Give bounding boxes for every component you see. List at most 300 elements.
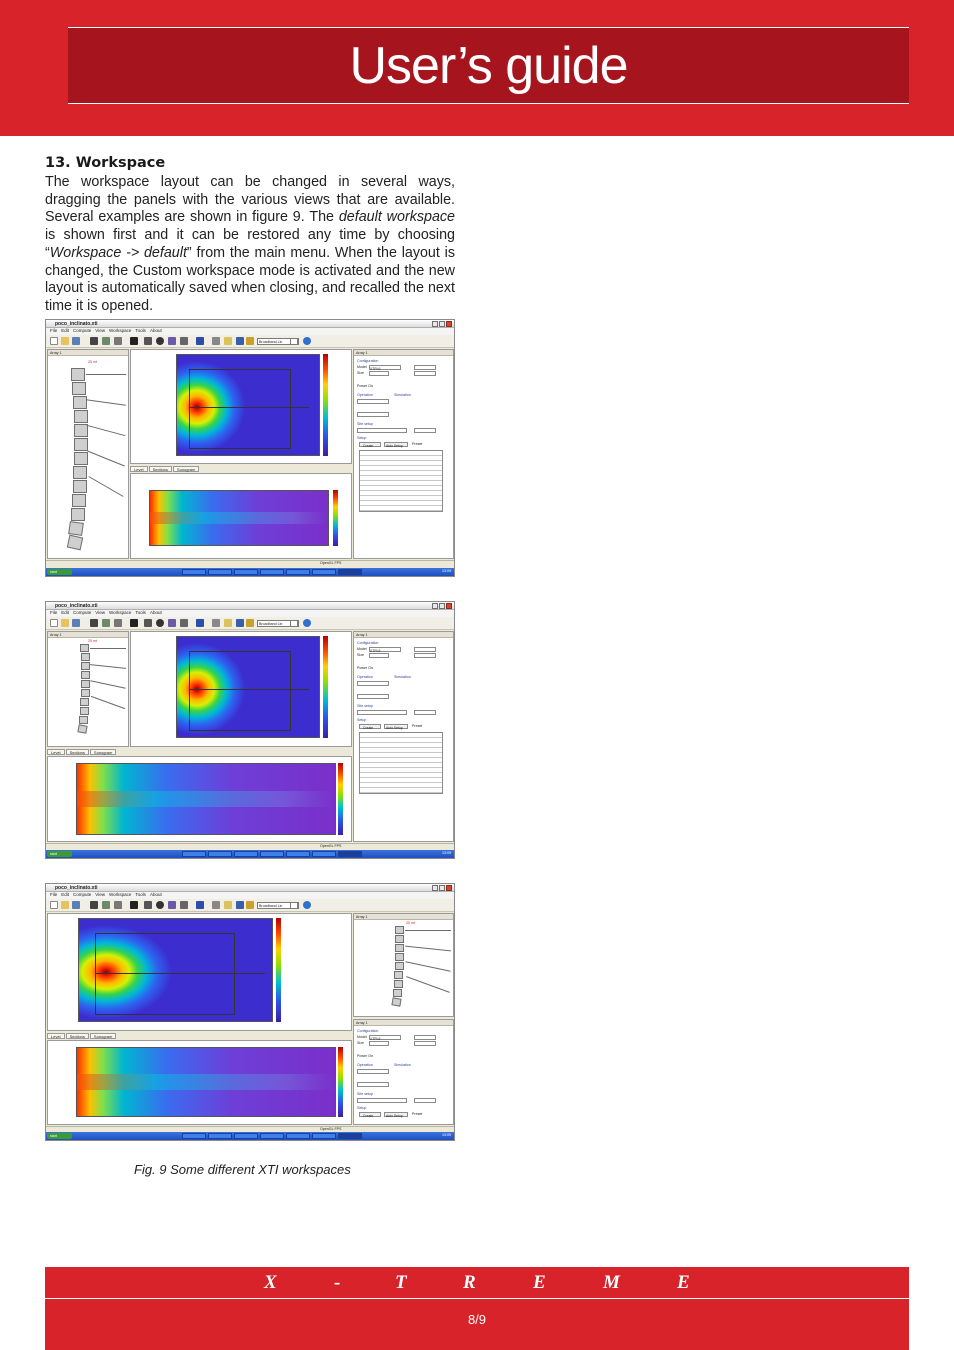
array-cabinet bbox=[395, 962, 404, 970]
document-icon bbox=[224, 619, 232, 627]
array-view-panel bbox=[47, 349, 129, 559]
array-cabinet bbox=[71, 508, 85, 521]
menu-edit: Edit bbox=[61, 892, 70, 897]
horn-icon bbox=[180, 901, 188, 909]
properties-panel bbox=[353, 631, 454, 842]
sections-view-panel bbox=[47, 1040, 352, 1125]
taskbar-item bbox=[208, 851, 232, 857]
new-file-icon bbox=[50, 337, 58, 345]
preset-label: Preset bbox=[412, 724, 423, 728]
menu-bar bbox=[46, 892, 454, 899]
minimize-icon bbox=[432, 885, 438, 891]
array-cabinet bbox=[394, 971, 403, 979]
menu-tools: Tools bbox=[135, 892, 146, 897]
cabinet-icon bbox=[144, 619, 152, 627]
taskbar-item bbox=[182, 851, 206, 857]
model-label: Model bbox=[357, 365, 367, 369]
model-field bbox=[369, 365, 401, 370]
tool-icon bbox=[90, 619, 98, 627]
window-titlebar bbox=[46, 602, 454, 610]
array-panel-tab: Array 1 bbox=[356, 351, 368, 355]
menu-workspace: Workspace bbox=[108, 892, 132, 897]
figure-caption: Fig. 9 Some different XTI workspaces bbox=[134, 1162, 351, 1177]
level-view-panel bbox=[130, 349, 352, 464]
height-field bbox=[414, 653, 436, 658]
coverage-ray bbox=[87, 451, 124, 467]
palette-icon bbox=[246, 619, 254, 627]
help-icon bbox=[303, 901, 311, 909]
status-fps: OpenGL FPS bbox=[320, 1127, 342, 1131]
section-colorbar bbox=[338, 1047, 343, 1117]
level-colorbar bbox=[323, 636, 328, 738]
configuration-label: Configuration bbox=[357, 641, 379, 645]
brand-letter: X bbox=[264, 1272, 277, 1293]
model-value: XTPL6 bbox=[370, 367, 381, 371]
taskbar-item bbox=[208, 1133, 232, 1139]
power-on-label: Power On bbox=[357, 666, 373, 670]
tab-sections: Sections bbox=[149, 466, 172, 472]
open-folder-icon bbox=[61, 619, 69, 627]
array-cabinet bbox=[81, 671, 90, 679]
array-view-tab: Array 1 bbox=[50, 351, 62, 355]
level-map bbox=[78, 918, 273, 1022]
cabinet-icon bbox=[144, 901, 152, 909]
taskbar-item bbox=[208, 569, 232, 575]
toolbar bbox=[46, 335, 454, 348]
start-label: start bbox=[50, 570, 57, 574]
level-colorbar bbox=[323, 354, 328, 456]
element-table bbox=[359, 732, 443, 794]
array-cabinet bbox=[81, 680, 90, 688]
configuration-label: Configuration bbox=[357, 1029, 379, 1033]
site-setup-label: Site setup bbox=[357, 704, 373, 708]
pencil-icon bbox=[196, 619, 204, 627]
brand-letter: M bbox=[603, 1272, 620, 1293]
menu-view: View bbox=[95, 610, 105, 615]
auto-setup-label: Auto Setup bbox=[386, 1114, 403, 1118]
array-view-tab: Array 1 bbox=[356, 915, 368, 919]
close-icon bbox=[446, 603, 452, 609]
palette-icon bbox=[246, 337, 254, 345]
section-colorbar bbox=[333, 490, 338, 546]
array-cabinet bbox=[67, 535, 83, 551]
frequency-combo-value: Broadband Lin bbox=[259, 904, 283, 908]
body-text-1: The workspace layout can be changed in several ways, dragging the panels with the various views that are available. Several examples are shown in figure 9. The bbox=[45, 174, 455, 226]
section-heading: 13. Workspace bbox=[45, 155, 166, 171]
wrench-icon bbox=[212, 619, 220, 627]
grid-icon bbox=[236, 619, 244, 627]
start-button bbox=[47, 569, 72, 575]
coverage-ray bbox=[91, 696, 125, 709]
menu-edit: Edit bbox=[61, 610, 70, 615]
status-fps: OpenGL FPS bbox=[320, 561, 342, 565]
menu-bar bbox=[46, 328, 454, 335]
auto-setup-label: Auto Setup bbox=[386, 726, 403, 730]
taskbar-item-active bbox=[338, 569, 362, 575]
grid-icon bbox=[236, 337, 244, 345]
array-view-header bbox=[354, 914, 453, 920]
menu-edit: Edit bbox=[61, 328, 70, 333]
section-map bbox=[149, 490, 329, 546]
menu-file: File bbox=[50, 610, 58, 615]
distance-label: 25 mt bbox=[406, 921, 415, 925]
speaker-icon bbox=[102, 619, 110, 627]
array-cabinet bbox=[81, 689, 90, 697]
array-cabinet bbox=[72, 382, 86, 395]
tool-icon bbox=[90, 901, 98, 909]
tab-level: Level bbox=[47, 749, 65, 755]
taskbar-item bbox=[260, 569, 284, 575]
create-button-label: Create bbox=[363, 444, 374, 448]
simulation-label: Simulation bbox=[394, 1063, 411, 1067]
site-height-field bbox=[357, 1098, 407, 1103]
coverage-ray bbox=[86, 374, 126, 375]
create-button-label: Create bbox=[363, 1114, 374, 1118]
height-field bbox=[414, 1041, 436, 1046]
listener-icon bbox=[130, 337, 138, 345]
window-title: poco_inclinato.xti bbox=[55, 885, 98, 891]
model-field bbox=[369, 647, 401, 652]
horn-icon bbox=[180, 619, 188, 627]
processor-field bbox=[357, 412, 389, 417]
menu-compute: Compute bbox=[73, 328, 92, 333]
operation-label: Operation bbox=[357, 675, 373, 679]
close-icon bbox=[446, 885, 452, 891]
status-fps: OpenGL FPS bbox=[320, 844, 342, 848]
taskbar-clock: 13:09 bbox=[442, 569, 451, 573]
section-body bbox=[45, 174, 455, 316]
speaker-array bbox=[68, 368, 128, 558]
array-cabinet bbox=[79, 716, 88, 724]
configuration-label: Configuration bbox=[357, 359, 379, 363]
menu-file: File bbox=[50, 328, 58, 333]
grid-icon bbox=[236, 901, 244, 909]
array-view-panel bbox=[47, 631, 129, 747]
zoom-icon bbox=[114, 901, 122, 909]
size-label: Size bbox=[357, 1041, 364, 1045]
tab-sections: Sections bbox=[66, 749, 89, 755]
coverage-ray bbox=[405, 930, 451, 931]
tab-level: Level bbox=[130, 466, 148, 472]
coverage-ray bbox=[88, 476, 123, 497]
site-setup-label: Site setup bbox=[357, 422, 373, 426]
coverage-ray bbox=[86, 399, 126, 406]
operation-field bbox=[357, 399, 389, 404]
size-field bbox=[369, 653, 389, 658]
create-button bbox=[359, 442, 381, 447]
array-cabinet bbox=[73, 480, 87, 493]
properties-header bbox=[354, 1020, 453, 1026]
setup-label: Setup bbox=[357, 718, 367, 722]
footer-divider bbox=[45, 1298, 909, 1299]
brand-letter: T bbox=[395, 1272, 407, 1293]
maximize-icon bbox=[439, 603, 445, 609]
array-view-header bbox=[48, 350, 128, 356]
header-box bbox=[68, 27, 909, 104]
woofer-icon bbox=[156, 619, 164, 627]
angle-field bbox=[414, 1035, 436, 1040]
menu-compute: Compute bbox=[73, 892, 92, 897]
taskbar-item bbox=[234, 1133, 258, 1139]
new-file-icon bbox=[50, 619, 58, 627]
angle-field bbox=[414, 365, 436, 370]
menu-about: About bbox=[149, 892, 162, 897]
frequency-combo-value: Broadband Lin bbox=[259, 622, 283, 626]
site-height-field bbox=[357, 710, 407, 715]
header-band bbox=[0, 0, 954, 136]
menu-about: About bbox=[149, 610, 162, 615]
start-label: start bbox=[50, 1134, 57, 1138]
coverage-ray bbox=[405, 946, 451, 952]
site-angle-field bbox=[414, 1098, 436, 1103]
size-field bbox=[369, 371, 389, 376]
array-cabinet bbox=[395, 944, 404, 952]
brand-letter: R bbox=[463, 1272, 476, 1293]
properties-panel bbox=[353, 1019, 454, 1125]
power-on-label: Power On bbox=[357, 384, 373, 388]
menu-file: File bbox=[50, 892, 58, 897]
window-titlebar bbox=[46, 320, 454, 328]
operation-label: Operation bbox=[357, 1063, 373, 1067]
taskbar bbox=[46, 1132, 454, 1140]
operation-field bbox=[357, 681, 389, 686]
screenshot-default-workspace bbox=[45, 319, 455, 577]
shield-icon bbox=[168, 901, 176, 909]
taskbar-item bbox=[182, 1133, 206, 1139]
coverage-ray bbox=[90, 648, 126, 649]
power-on-label: Power On bbox=[357, 1054, 373, 1058]
taskbar-item bbox=[312, 569, 336, 575]
shield-icon bbox=[168, 619, 176, 627]
close-icon bbox=[446, 321, 452, 327]
palette-icon bbox=[246, 901, 254, 909]
taskbar-clock: 13:09 bbox=[442, 851, 451, 855]
properties-panel bbox=[353, 349, 454, 559]
array-cabinet bbox=[74, 410, 88, 423]
section-map bbox=[76, 763, 336, 835]
wrench-icon bbox=[212, 901, 220, 909]
site-angle-field bbox=[414, 710, 436, 715]
menu-view: View bbox=[95, 328, 105, 333]
open-folder-icon bbox=[61, 337, 69, 345]
level-colorbar bbox=[276, 918, 281, 1022]
properties-header bbox=[354, 350, 453, 356]
room-outline bbox=[95, 933, 235, 1015]
page-title: User’s guide bbox=[349, 37, 628, 95]
taskbar bbox=[46, 850, 454, 858]
maximize-icon bbox=[439, 321, 445, 327]
distance-label: 25 mt bbox=[88, 360, 97, 364]
processor-field bbox=[357, 694, 389, 699]
taskbar-item bbox=[260, 851, 284, 857]
brand-letter: - bbox=[334, 1272, 341, 1293]
status-bar bbox=[46, 843, 454, 849]
page-number: 8/9 bbox=[467, 1312, 487, 1327]
speaker-icon bbox=[102, 337, 110, 345]
taskbar-item bbox=[234, 851, 258, 857]
footer-band bbox=[45, 1267, 909, 1350]
save-icon bbox=[72, 619, 80, 627]
axis-line bbox=[95, 973, 265, 974]
wrench-icon bbox=[212, 337, 220, 345]
taskbar-item bbox=[312, 1133, 336, 1139]
new-file-icon bbox=[50, 901, 58, 909]
coverage-ray bbox=[90, 680, 125, 688]
start-button bbox=[47, 851, 72, 857]
create-button bbox=[359, 724, 381, 729]
preset-label: Preset bbox=[412, 442, 423, 446]
axis-line bbox=[189, 407, 309, 408]
open-folder-icon bbox=[61, 901, 69, 909]
woofer-icon bbox=[156, 901, 164, 909]
auto-setup-button bbox=[384, 724, 408, 729]
menu-tools: Tools bbox=[135, 328, 146, 333]
menu-tools: Tools bbox=[135, 610, 146, 615]
listener-icon bbox=[130, 901, 138, 909]
model-label: Model bbox=[357, 647, 367, 651]
array-view-panel bbox=[353, 913, 454, 1017]
operation-label: Operation bbox=[357, 393, 373, 397]
properties-header bbox=[354, 632, 453, 638]
help-icon bbox=[303, 337, 311, 345]
tab-sonogram: Sonogram bbox=[90, 749, 116, 755]
taskbar-item bbox=[286, 1133, 310, 1139]
taskbar-item bbox=[234, 569, 258, 575]
array-cabinet bbox=[72, 494, 86, 507]
array-cabinet bbox=[395, 926, 404, 934]
level-map bbox=[176, 636, 320, 738]
site-setup-label: Site setup bbox=[357, 1092, 373, 1096]
speaker-icon bbox=[102, 901, 110, 909]
coverage-ray bbox=[406, 976, 450, 993]
processor-field bbox=[357, 1082, 389, 1087]
brand-letter: E bbox=[677, 1272, 690, 1293]
shield-icon bbox=[168, 337, 176, 345]
array-cabinet bbox=[395, 935, 404, 943]
model-value: XTPL6 bbox=[370, 649, 381, 653]
minimize-icon bbox=[432, 321, 438, 327]
help-icon bbox=[303, 619, 311, 627]
array-cabinet bbox=[73, 466, 87, 479]
taskbar-item-active bbox=[338, 851, 362, 857]
body-emphasis-1: default workspace bbox=[338, 209, 455, 226]
menu-compute: Compute bbox=[73, 610, 92, 615]
array-view-tab: Array 1 bbox=[50, 633, 62, 637]
taskbar-item bbox=[312, 851, 336, 857]
site-height-field bbox=[357, 428, 407, 433]
array-cabinet bbox=[74, 424, 88, 437]
window-title: poco_inclinato.xti bbox=[55, 321, 98, 327]
screenshot-wide-sections-workspace bbox=[45, 601, 455, 859]
body-text-2: is shown first and it can be restored any time by choosing “ bbox=[45, 227, 455, 261]
speaker-array bbox=[392, 926, 454, 1016]
maximize-icon bbox=[439, 885, 445, 891]
toolbar bbox=[46, 617, 454, 630]
menu-view: View bbox=[95, 892, 105, 897]
tab-sonogram: Sonogram bbox=[173, 466, 199, 472]
taskbar bbox=[46, 568, 454, 576]
array-cabinet bbox=[74, 452, 88, 465]
array-panel-tab: Array 1 bbox=[356, 1021, 368, 1025]
sections-view-panel bbox=[130, 473, 352, 559]
save-icon bbox=[72, 901, 80, 909]
array-cabinet bbox=[77, 724, 87, 733]
array-cabinet bbox=[80, 707, 89, 715]
speaker-array bbox=[78, 644, 128, 744]
taskbar-clock: 13:09 bbox=[442, 1133, 451, 1137]
array-cabinet bbox=[391, 997, 401, 1006]
pencil-icon bbox=[196, 901, 204, 909]
combo-arrow-icon bbox=[290, 620, 298, 627]
tab-sections: Sections bbox=[66, 1033, 89, 1039]
model-label: Model bbox=[357, 1035, 367, 1039]
status-bar bbox=[46, 560, 454, 566]
coverage-ray bbox=[405, 961, 450, 972]
tab-sonogram: Sonogram bbox=[90, 1033, 116, 1039]
create-button-label: Create bbox=[363, 726, 374, 730]
array-cabinet bbox=[80, 698, 89, 706]
view-tabstrip bbox=[130, 466, 352, 472]
cabinet-icon bbox=[144, 337, 152, 345]
screenshot-right-array-workspace bbox=[45, 883, 455, 1141]
size-field bbox=[369, 1041, 389, 1046]
view-tabstrip bbox=[47, 1033, 352, 1039]
document-icon bbox=[224, 901, 232, 909]
toolbar bbox=[46, 899, 454, 912]
frequency-combo-value: Broadband Lin bbox=[259, 340, 283, 344]
pencil-icon bbox=[196, 337, 204, 345]
zoom-icon bbox=[114, 619, 122, 627]
array-cabinet bbox=[394, 980, 403, 988]
coverage-ray bbox=[90, 664, 126, 669]
distance-label: 25 mt bbox=[88, 639, 97, 643]
array-cabinet bbox=[81, 653, 90, 661]
minimize-icon bbox=[432, 603, 438, 609]
tool-icon bbox=[90, 337, 98, 345]
section-map bbox=[76, 1047, 336, 1117]
menu-bar bbox=[46, 610, 454, 617]
preset-label: Preset bbox=[412, 1112, 423, 1116]
taskbar-item bbox=[286, 851, 310, 857]
axis-line bbox=[189, 689, 309, 690]
body-emphasis-2: Workspace -> default bbox=[49, 244, 187, 261]
room-outline bbox=[189, 651, 291, 731]
auto-setup-button bbox=[384, 1112, 408, 1117]
array-cabinet bbox=[74, 438, 88, 451]
create-button bbox=[359, 1112, 381, 1117]
size-label: Size bbox=[357, 653, 364, 657]
taskbar-item bbox=[286, 569, 310, 575]
array-view-header bbox=[48, 632, 128, 638]
site-angle-field bbox=[414, 428, 436, 433]
coverage-ray bbox=[87, 425, 126, 436]
room-outline bbox=[189, 369, 291, 449]
start-button bbox=[47, 1133, 72, 1139]
tab-level: Level bbox=[47, 1033, 65, 1039]
level-view-panel bbox=[47, 913, 352, 1031]
document-icon bbox=[224, 337, 232, 345]
auto-setup-button bbox=[384, 442, 408, 447]
array-cabinet bbox=[395, 953, 404, 961]
height-field bbox=[414, 371, 436, 376]
element-table bbox=[359, 450, 443, 512]
taskbar-item-active bbox=[338, 1133, 362, 1139]
array-cabinet bbox=[68, 521, 84, 536]
brand-letter: E bbox=[533, 1272, 546, 1293]
menu-workspace: Workspace bbox=[108, 610, 132, 615]
model-field bbox=[369, 1035, 401, 1040]
combo-arrow-icon bbox=[290, 338, 298, 345]
